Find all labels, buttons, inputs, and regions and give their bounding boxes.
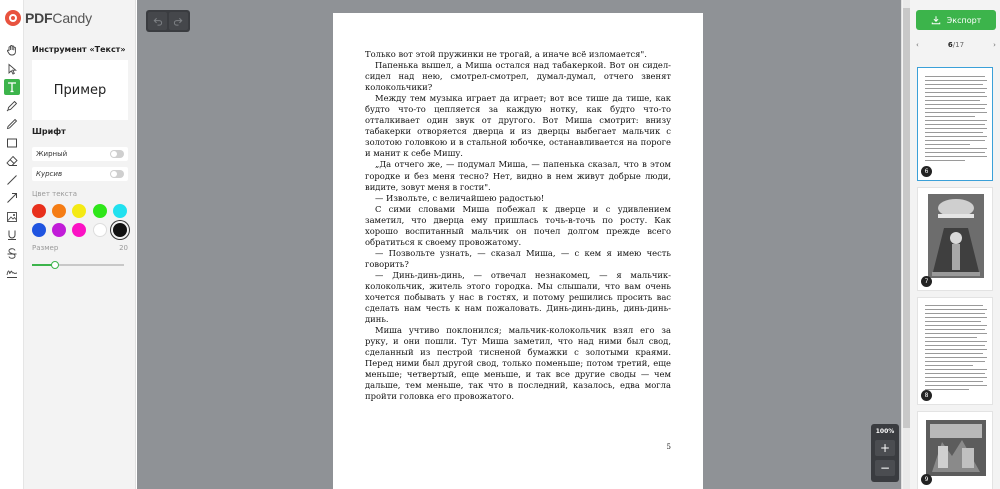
paragraph: С сими словами Миша побежал к дверце и с удивлением заметил, что дверца ему пришлась точь-в-точь по росту. Как хорошо воспитанный мальчик он почел долгом прежде всего обратиться к своему провожатому. <box>365 203 671 247</box>
paragraph: Миша учтиво поклонился; мальчик-колокольчик взял его за руку, и они пошли. Тут Миша заметил, что над ними был свод, сделанный из пестрой тисненой бумажки с золотыми краями. Перед ними был другой свод, только поменьше; потом третий, еще меньше; четвертый, еще меньше, и так все другие своды — чем дальше, тем меньше, так что в последний, казалось, едва могла пройти головка его провожатого. <box>365 325 671 402</box>
logo-suffix: Candy <box>52 10 92 26</box>
pen-icon[interactable] <box>4 98 20 114</box>
paragraph: Только вот этой пружинки не трогай, а иначе всё изломается". <box>365 49 647 59</box>
color-swatch-yellow[interactable] <box>72 204 86 218</box>
font-heading: Шрифт <box>32 127 66 136</box>
thumbnail-number: 9 <box>921 474 932 485</box>
bold-label: Жирный <box>36 150 68 158</box>
size-slider[interactable] <box>32 264 124 266</box>
size-slider-thumb[interactable] <box>51 261 59 269</box>
text-tool-panel <box>24 0 136 489</box>
color-swatch-red[interactable] <box>32 204 46 218</box>
page-thumbnail-6[interactable] <box>917 67 993 181</box>
canvas-scrollbar-thumb[interactable] <box>903 8 910 428</box>
color-heading: Цвет текста <box>32 190 77 198</box>
line-icon[interactable] <box>4 172 20 188</box>
zoom-out-button[interactable]: − <box>875 460 895 476</box>
redo-icon[interactable] <box>169 12 188 30</box>
color-swatch-blue[interactable] <box>32 223 46 237</box>
bold-toggle-row[interactable] <box>32 147 128 161</box>
panel-title: Инструмент «Текст» <box>32 45 126 54</box>
paragraph: „Да отчего же, — подумал Миша, — папенька сказал, что в этом городке и без меня тесно? Нет, видно в нем живут добрые люди, видите, зовут меня в гости". <box>365 159 671 192</box>
signature-icon[interactable] <box>4 265 20 281</box>
export-button[interactable] <box>916 10 996 30</box>
pencil-icon[interactable] <box>4 116 20 132</box>
zoom-level: 100% <box>875 428 895 435</box>
current-page: 6 <box>947 41 953 49</box>
thumbnail-number: 8 <box>921 390 932 401</box>
bold-switch[interactable] <box>110 150 124 158</box>
arrow-icon[interactable] <box>4 190 20 206</box>
page-thumbnail-9[interactable] <box>917 411 993 489</box>
export-label: Экспорт <box>946 15 982 25</box>
size-label: Размер <box>32 244 59 252</box>
cursor-icon[interactable] <box>4 61 20 77</box>
download-icon <box>931 15 941 25</box>
text-icon[interactable] <box>4 79 20 95</box>
italic-switch[interactable] <box>110 170 124 178</box>
size-value: 20 <box>119 244 128 252</box>
zoom-in-button[interactable]: + <box>875 440 895 456</box>
paragraph: Между тем музыка играет да играет; вот все тише да тише, как будто что-то цепляется за каждую нотку, как будто что-то отталкивает один звук от другого. Вот Миша смотрит: внизу табакерки отворяется дверца и из дверцы выбегает мальчик с золотою головкою и в стальной юбочке, останавливается на пороге и манит к себе Мишу. <box>365 93 671 159</box>
logo-icon <box>5 10 21 26</box>
undo-icon[interactable] <box>148 12 167 30</box>
eraser-icon[interactable] <box>4 153 20 169</box>
color-swatch-purple[interactable] <box>52 223 66 237</box>
italic-label: Курсив <box>36 170 63 178</box>
image-icon[interactable] <box>4 209 20 225</box>
thumbnail-number: 6 <box>921 166 932 177</box>
paragraph: — Извольте, с величайшею радостью! <box>375 192 545 203</box>
color-swatch-white[interactable] <box>93 223 107 237</box>
page-pager <box>916 38 996 52</box>
undo-redo-group <box>146 10 190 32</box>
total-pages: /17 <box>952 41 965 49</box>
paragraph: Папенька вышел, а Миша остался над табакеркой. Вот он сидел-сидел над нею, смотрел-смотрел, думал-думал, отчего звенят колокольчики? <box>365 60 671 93</box>
page-indicator <box>948 41 964 49</box>
rectangle-icon[interactable] <box>4 135 20 151</box>
page-thumbnail-7[interactable] <box>917 187 993 291</box>
paragraph: — Динь-динь-динь, — отвечал незнакомец, — я мальчик-колокольчик, житель этого городка. Мы слышали, что вам очень хочется побывать у нас в гостях, и потому решились просить вас сделать нам честь к нам пожаловать. Динь-динь-динь, динь-динь-динь. <box>365 269 671 325</box>
pdfcandy-logo[interactable] <box>5 8 135 28</box>
underline-icon[interactable] <box>4 227 20 243</box>
paragraph: — Позвольте узнать, — сказал Миша, — с кем я имею честь говорить? <box>365 247 671 269</box>
document-canvas[interactable] <box>137 0 901 489</box>
zoom-control <box>871 424 899 482</box>
italic-toggle-row[interactable] <box>32 167 128 181</box>
color-swatch-orange[interactable] <box>52 204 66 218</box>
color-swatch-green[interactable] <box>93 204 107 218</box>
size-row <box>32 244 128 252</box>
prev-page-icon[interactable]: ‹ <box>916 41 919 49</box>
page-thumbnail-8[interactable] <box>917 297 993 405</box>
next-page-icon[interactable]: › <box>993 41 996 49</box>
strikethrough-icon[interactable] <box>4 246 20 262</box>
page-number: 5 <box>666 443 671 451</box>
logo-brand: PDF <box>25 10 53 26</box>
color-swatch-cyan[interactable] <box>113 204 127 218</box>
font-sample-preview: Пример <box>32 60 128 120</box>
page-text <box>365 49 671 403</box>
thumbnail-number: 7 <box>921 276 932 287</box>
hand-icon[interactable] <box>4 42 20 58</box>
illustration-thumbnail <box>918 188 993 291</box>
pdf-page[interactable] <box>333 13 703 489</box>
color-swatch-black[interactable] <box>113 223 127 237</box>
color-swatch-pink[interactable] <box>72 223 86 237</box>
